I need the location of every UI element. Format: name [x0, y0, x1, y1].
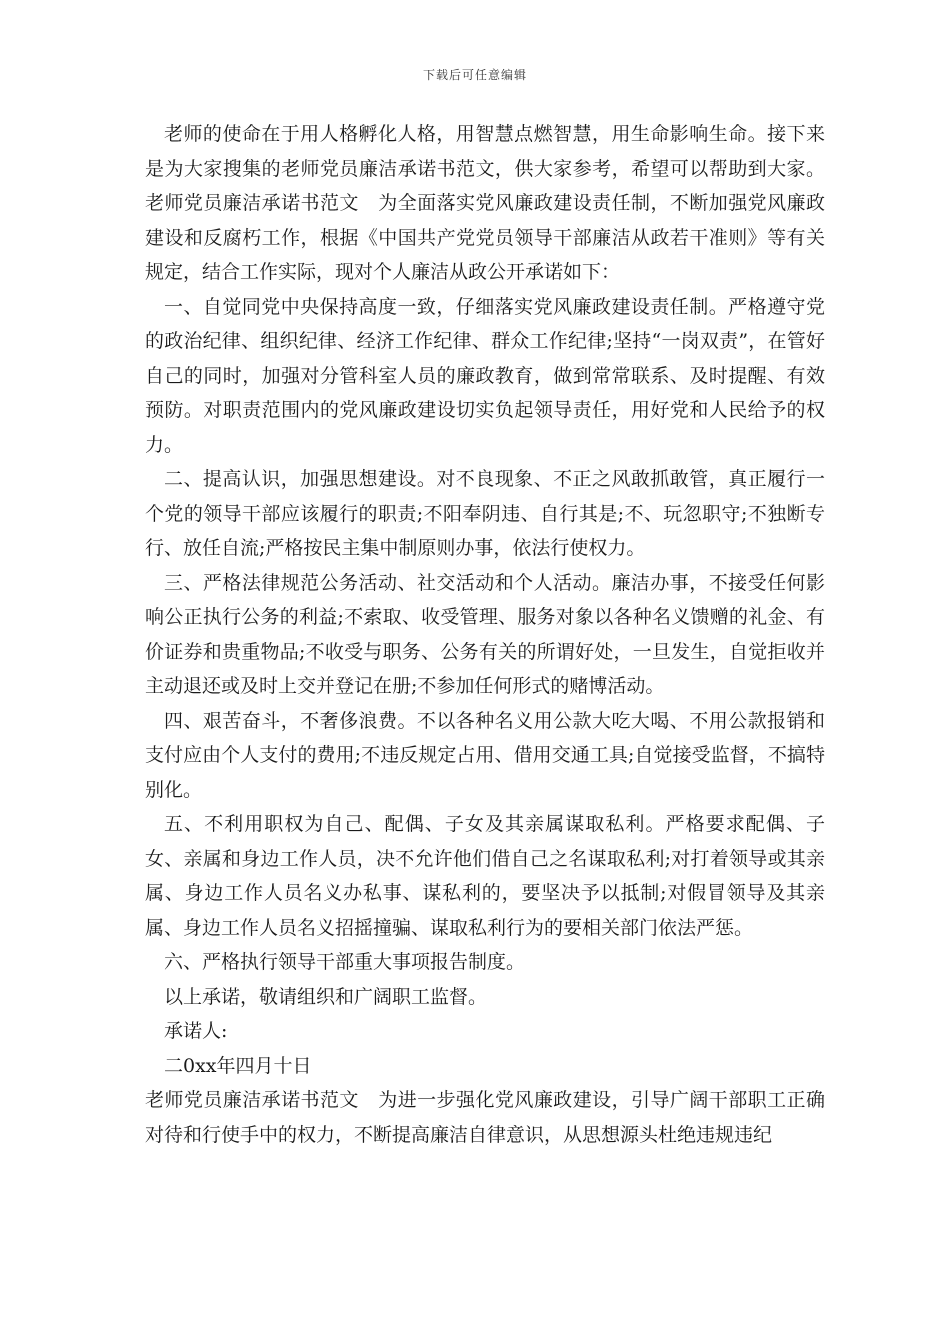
document-body [145, 117, 825, 1152]
pledge-item-1: 一、自觉同党中央保持高度一致，仔细落实党风廉政建设责任制。严格遵守党的政治纪律、组织纪律、经济工作纪律、群众工作纪律;坚持“一岗双责”，在管好自己的同时，加强对分管科室人员的廉政教育，做到常常联系、及时提醒、有效预防。对职责范围内的党风廉政建设切实负起领导责任，用好党和人民给予的权力。 [145, 295, 825, 456]
closing-line: 以上承诺，敬请组织和广阔职工监督。 [164, 985, 488, 1008]
date-line: 二0xx年四月十日 [164, 1054, 312, 1077]
second-sample-intro: 老师党员廉洁承诺书范文 为进一步强化党风廉政建设，引导广阔干部职工正确对待和行使手中的权力，不断提高廉洁自律意识，从思想源头杜绝违规违纪 [145, 1089, 825, 1146]
pledge-item-4: 四、艰苦奋斗，不奢侈浪费。不以各种名义用公款大吃大喝、不用公款报销和支付应由个人支付的费用;不违反规定占用、借用交通工具;自觉接受监督，不搞特别化。 [145, 709, 825, 801]
signer-line: 承诺人: [164, 1020, 228, 1042]
pledge-item-2: 二、提高认识，加强思想建设。对不良现象、不正之风敢抓敢管，真正履行一个党的领导干部应该履行的职责;不阳奉阴违、自行其是;不、玩忽职守;不独断专行、放任自流;严格按民主集中制原则办事，依法行使权力。 [145, 468, 825, 559]
intro-paragraph: 老师的使命在于用人格孵化人格，用智慧点燃智慧，用生命影响生命。接下来是为大家搜集的老师党员廉洁承诺书范文，供大家参考，希望可以帮助到大家。老师党员廉洁承诺书范文 为全面落实党风廉政建设责任制，不断加强党风廉政建设和反腐朽工作，根据《中国共产党党员领导干部廉洁从政若干准则》等有关规定，结合工作实际，现对个人廉洁从政公开承诺如下： [145, 123, 825, 283]
page-header: 下载后可任意编辑 [422, 68, 527, 82]
pledge-item-3: 三、严格法律规范公务活动、社交活动和个人活动。廉洁办事，不接受任何影响公正执行公务的利益;不索取、收受管理、服务对象以各种名义馈赠的礼金、有价证券和贵重物品;不收受与职务、公务有关的所谓好处，一旦发生，自觉拒收并主动退还或及时上交并登记在册;不参加任何形式的赌博活动。 [145, 571, 825, 697]
pledge-item-6: 六、严格执行领导干部重大事项报告制度。 [164, 951, 526, 973]
pledge-item-5: 五、不利用职权为自己、配偶、子女及其亲属谋取私利。严格要求配偶、子女、亲属和身边工作人员，决不允许他们借自己之名谋取私利;对打着领导或其亲属、身边工作人员名义办私事、谋私利的，要坚决予以抵制;对假冒领导及其亲属、身边工作人员名义招摇撞骗、谋取私利行为的要相关部门依法严惩。 [145, 813, 825, 939]
